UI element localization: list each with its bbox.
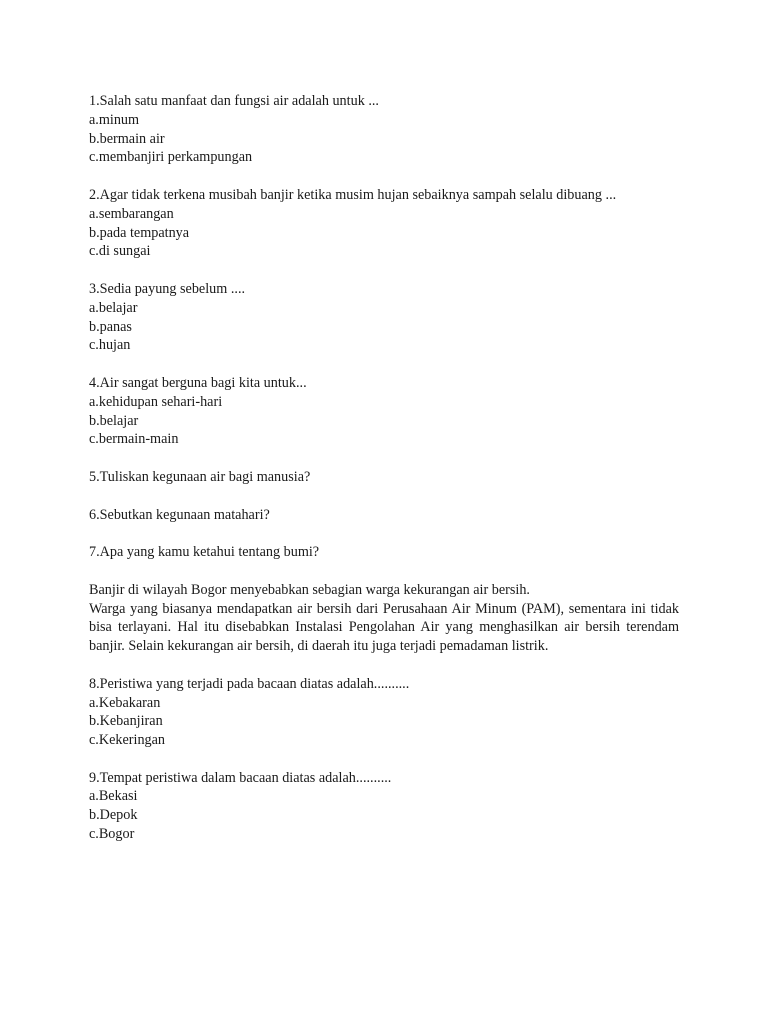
option-a: a.belajar <box>89 299 138 316</box>
reading-passage <box>89 581 679 656</box>
question-5 <box>89 468 679 487</box>
option-a: a.sembarangan <box>89 205 174 222</box>
question-8 <box>89 675 679 750</box>
option-b: b.pada tempatnya <box>89 224 190 241</box>
option-a: a.minum <box>89 111 140 128</box>
option-b: b.belajar <box>89 412 139 429</box>
option-b: b.panas <box>89 318 132 335</box>
question-text: 2.Agar tidak terkena musibah banjir ketika musim hujan sebaiknya sampah selalu dibuang ... <box>89 186 617 203</box>
essay-question-text: 6.Sebutkan kegunaan matahari? <box>89 506 270 523</box>
question-9 <box>89 769 679 844</box>
document-page <box>89 92 679 863</box>
option-b: b.bermain air <box>89 130 165 147</box>
question-1 <box>89 92 679 167</box>
option-a: a.Bekasi <box>89 788 138 805</box>
question-4 <box>89 374 679 449</box>
option-c: c.Bogor <box>89 826 135 843</box>
option-c: c.hujan <box>89 337 131 354</box>
question-6 <box>89 506 679 525</box>
question-text: 9.Tempat peristiwa dalam bacaan diatas adalah.......... <box>89 769 392 786</box>
passage-paragraph: Warga yang biasanya mendapatkan air bersih dari Perusahaan Air Minum (PAM), sementara ini tidak bisa terlayani. Hal itu disebabkan Instalasi Pengolahan Air yang menghasilkan air bersih terendam banjir. Selain kekurangan air bersih, di daerah itu juga terjadi pemadaman listrik. <box>89 600 679 655</box>
question-7 <box>89 543 679 562</box>
question-text: 8.Peristiwa yang terjadi pada bacaan diatas adalah.......... <box>89 675 410 692</box>
option-c: c.membanjiri perkampungan <box>89 149 253 166</box>
essay-question-text: 5.Tuliskan kegunaan air bagi manusia? <box>89 468 311 485</box>
question-3 <box>89 280 679 355</box>
option-b: b.Depok <box>89 807 138 824</box>
option-b: b.Kebanjiran <box>89 713 163 730</box>
option-c: c.di sungai <box>89 243 151 260</box>
question-text: 1.Salah satu manfaat dan fungsi air adalah untuk ... <box>89 93 379 109</box>
question-text: 3.Sedia payung sebelum .... <box>89 280 246 297</box>
passage-intro: Banjir di wilayah Bogor menyebabkan sebagian warga kekurangan air bersih. <box>89 581 530 598</box>
option-a: a.Kebakaran <box>89 694 161 711</box>
essay-question-text: 7.Apa yang kamu ketahui tentang bumi? <box>89 544 320 561</box>
option-c: c.bermain-main <box>89 431 179 448</box>
question-2 <box>89 186 679 261</box>
option-a: a.kehidupan sehari-hari <box>89 393 223 410</box>
question-text: 4.Air sangat berguna bagi kita untuk... <box>89 374 307 391</box>
option-c: c.Kekeringan <box>89 732 166 749</box>
